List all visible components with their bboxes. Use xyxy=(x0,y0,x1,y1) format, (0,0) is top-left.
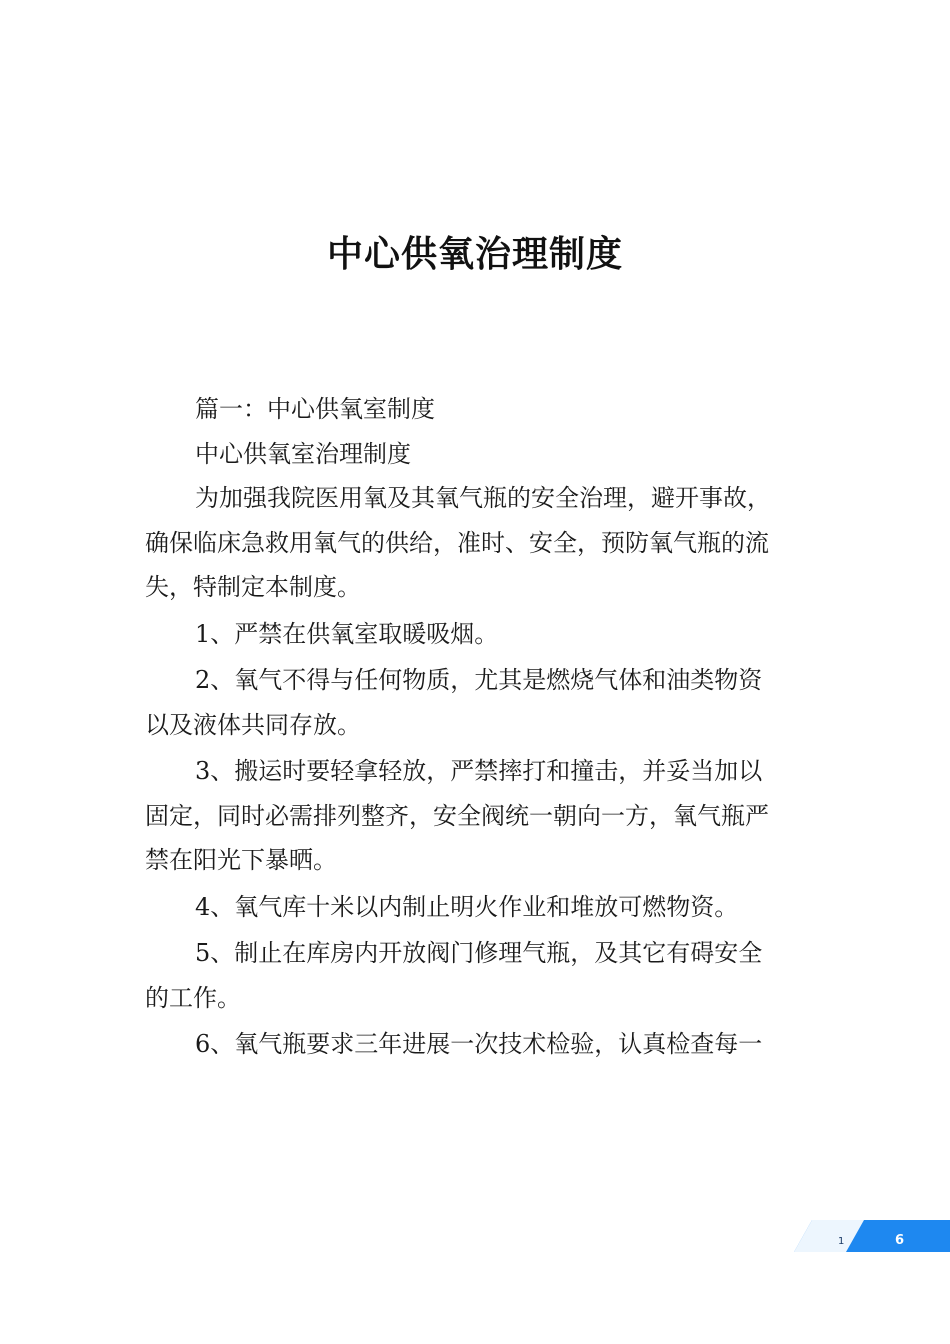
rule-3-line: 固定，同时必需排列整齐，安全阀统一朝向一方，氧气瓶严 xyxy=(145,801,769,830)
rule-4-line: 4、氧气库十米以内制止明火作业和堆放可燃物资。 xyxy=(195,892,739,921)
rule-1-line: 1、严禁在供氧室取暖吸烟。 xyxy=(195,619,499,648)
rule-6-line: 6、氧气瓶要求三年进展一次技术检验，认真检查每一 xyxy=(195,1030,763,1058)
rule-5-line: 5、制止在库房内开放阀门修理气瓶，及其它有碍安全 xyxy=(195,939,763,967)
rule-3-line: 禁在阳光下暴晒。 xyxy=(145,846,337,874)
rule-2-line: 2、氧气不得与任何物质，尤其是燃烧气体和油类物资 xyxy=(195,666,763,694)
document-title: 中心供氧治理制度 xyxy=(326,234,623,275)
subheading: 中心供氧室治理制度 xyxy=(195,439,411,468)
intro-line: 确保临床急救用氧气的供给，准时、安全，预防氧气瓶的流 xyxy=(145,528,769,557)
document-body xyxy=(145,387,810,1067)
footer-badge-shape xyxy=(794,1220,950,1252)
section-heading: 篇一：中心供氧室制度 xyxy=(195,395,435,423)
page-footer-badge xyxy=(794,1220,950,1252)
rule-3-line: 3、搬运时要轻拿轻放，严禁摔打和撞击，并妥当加以 xyxy=(195,757,763,785)
page-number-total: 6 xyxy=(895,1233,905,1248)
intro-line: 失，特制定本制度。 xyxy=(145,573,361,601)
page-number-current: 1 xyxy=(838,1236,845,1247)
rule-2-line: 以及液体共同存放。 xyxy=(145,710,361,739)
intro-line: 为加强我院医用氧及其氧气瓶的安全治理，避开事故， xyxy=(195,484,771,512)
rule-5-line: 的工作。 xyxy=(145,983,241,1012)
